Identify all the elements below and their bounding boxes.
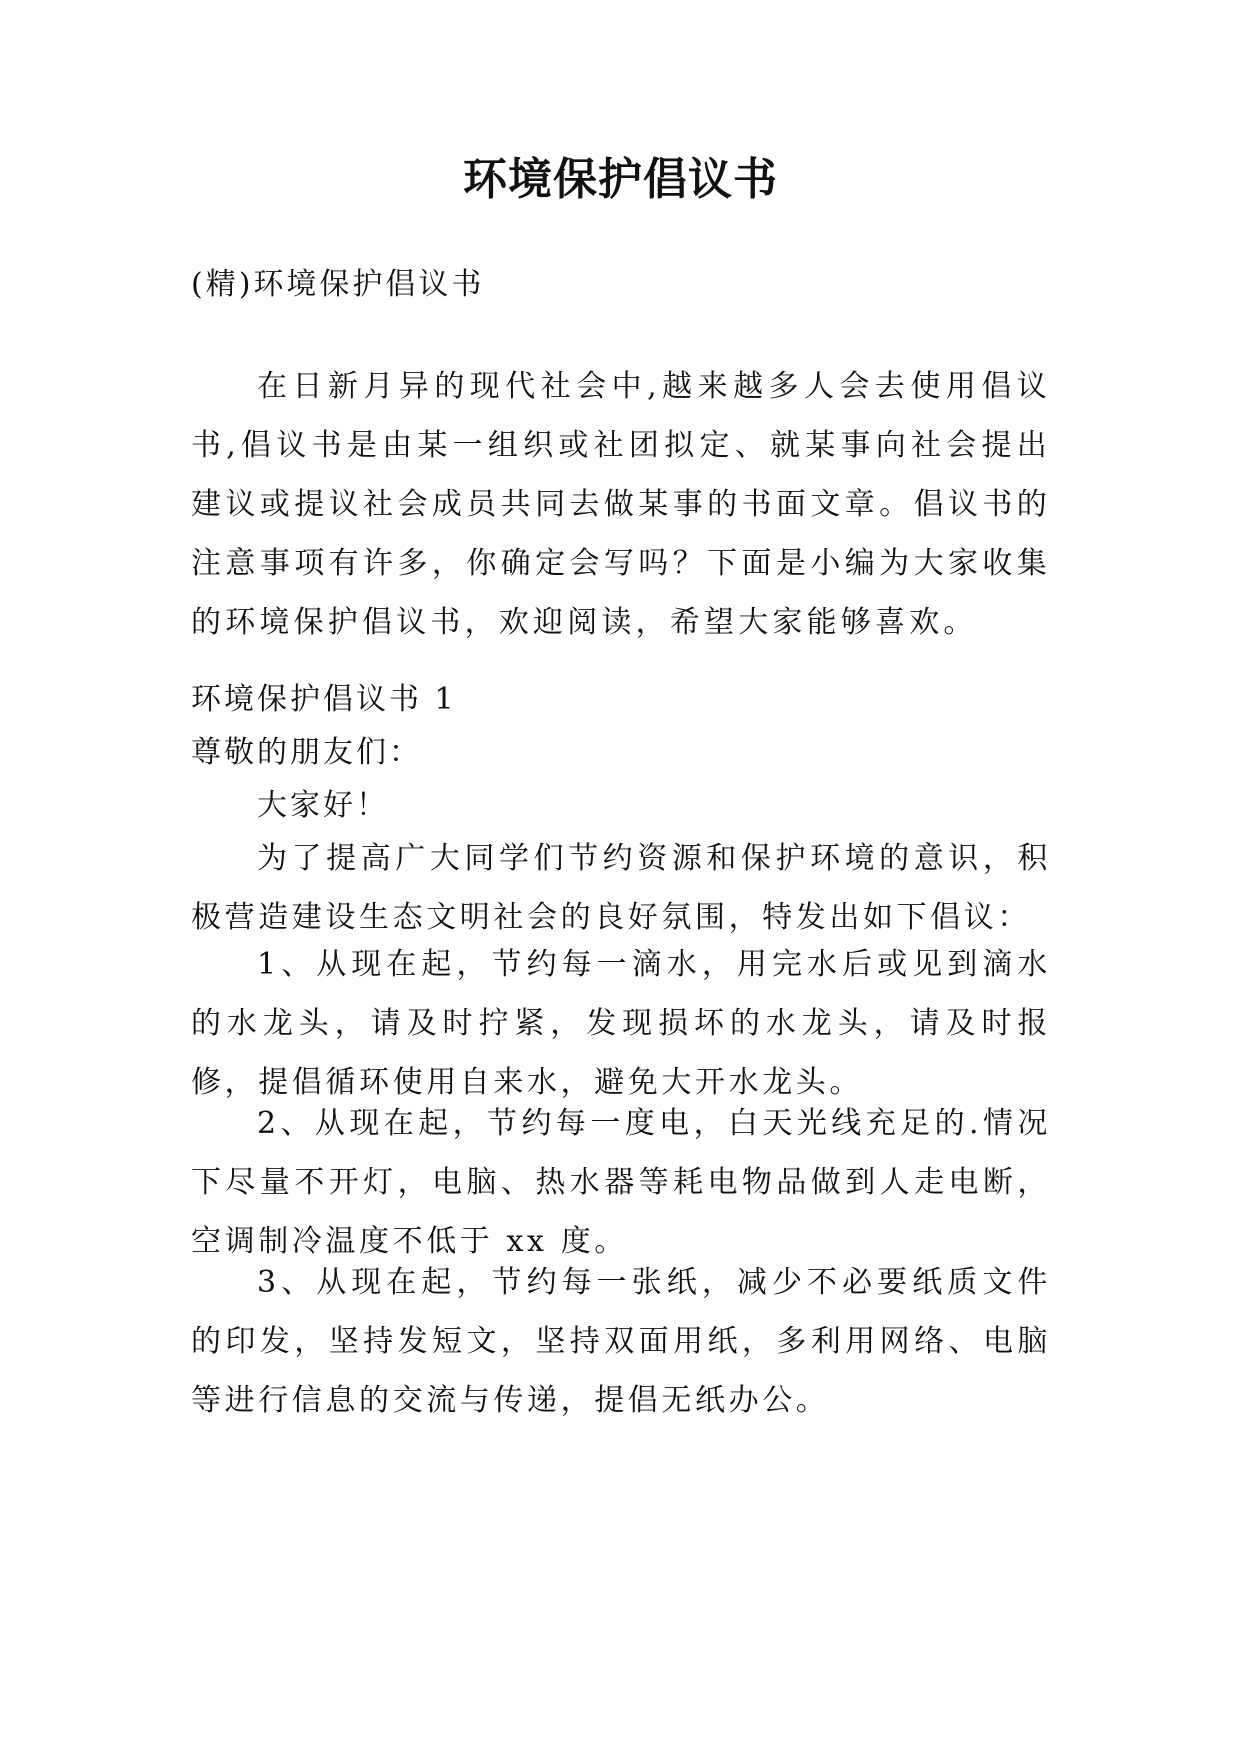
proposal-item-3: 3、从现在起，节约每一张纸，减少不必要纸质文件的印发，坚持发短文，坚持双面用纸，多利用网络、电脑等进行信息的交流与传递，提倡无纸办公。 bbox=[191, 1265, 1051, 1418]
proposal-item-1: 1、从现在起，节约每一滴水，用完水后或见到滴水的水龙头，请及时拧紧，发现损坏的水龙头，请及时报修，提倡循环使用自来水，避免大开水龙头。 bbox=[191, 947, 1051, 1100]
document-title: 环境保护倡议书 bbox=[463, 154, 778, 205]
proposal-item-2: 2、从现在起，节约每一度电，白天光线充足的.情况下尽量不开灯，电脑、热水器等耗电物品做到人走电断，空调制冷温度不低于 xx 度。 bbox=[191, 1106, 1051, 1259]
greeting: 大家好！ bbox=[257, 788, 389, 823]
section-heading: 环境保护倡议书 1 bbox=[191, 682, 457, 717]
document-subtitle: (精)环境保护倡议书 bbox=[191, 267, 485, 302]
salutation: 尊敬的朋友们： bbox=[191, 735, 422, 770]
intro-paragraph: 在日新月异的现代社会中,越来越多人会去使用倡议书,倡议书是由某一组织或社团拟定、就某事向社会提出建议或提议社会成员共同去做某事的书面文章。倡议书的注意事项有许多，你确定会写吗？下面是小编为大家收集的环境保护倡议书，欢迎阅读，希望大家能够喜欢。 bbox=[191, 369, 1051, 640]
purpose-paragraph: 为了提高广大同学们节约资源和保护环境的意识，积极营造建设生态文明社会的良好氛围，特发出如下倡议： bbox=[191, 841, 1051, 935]
